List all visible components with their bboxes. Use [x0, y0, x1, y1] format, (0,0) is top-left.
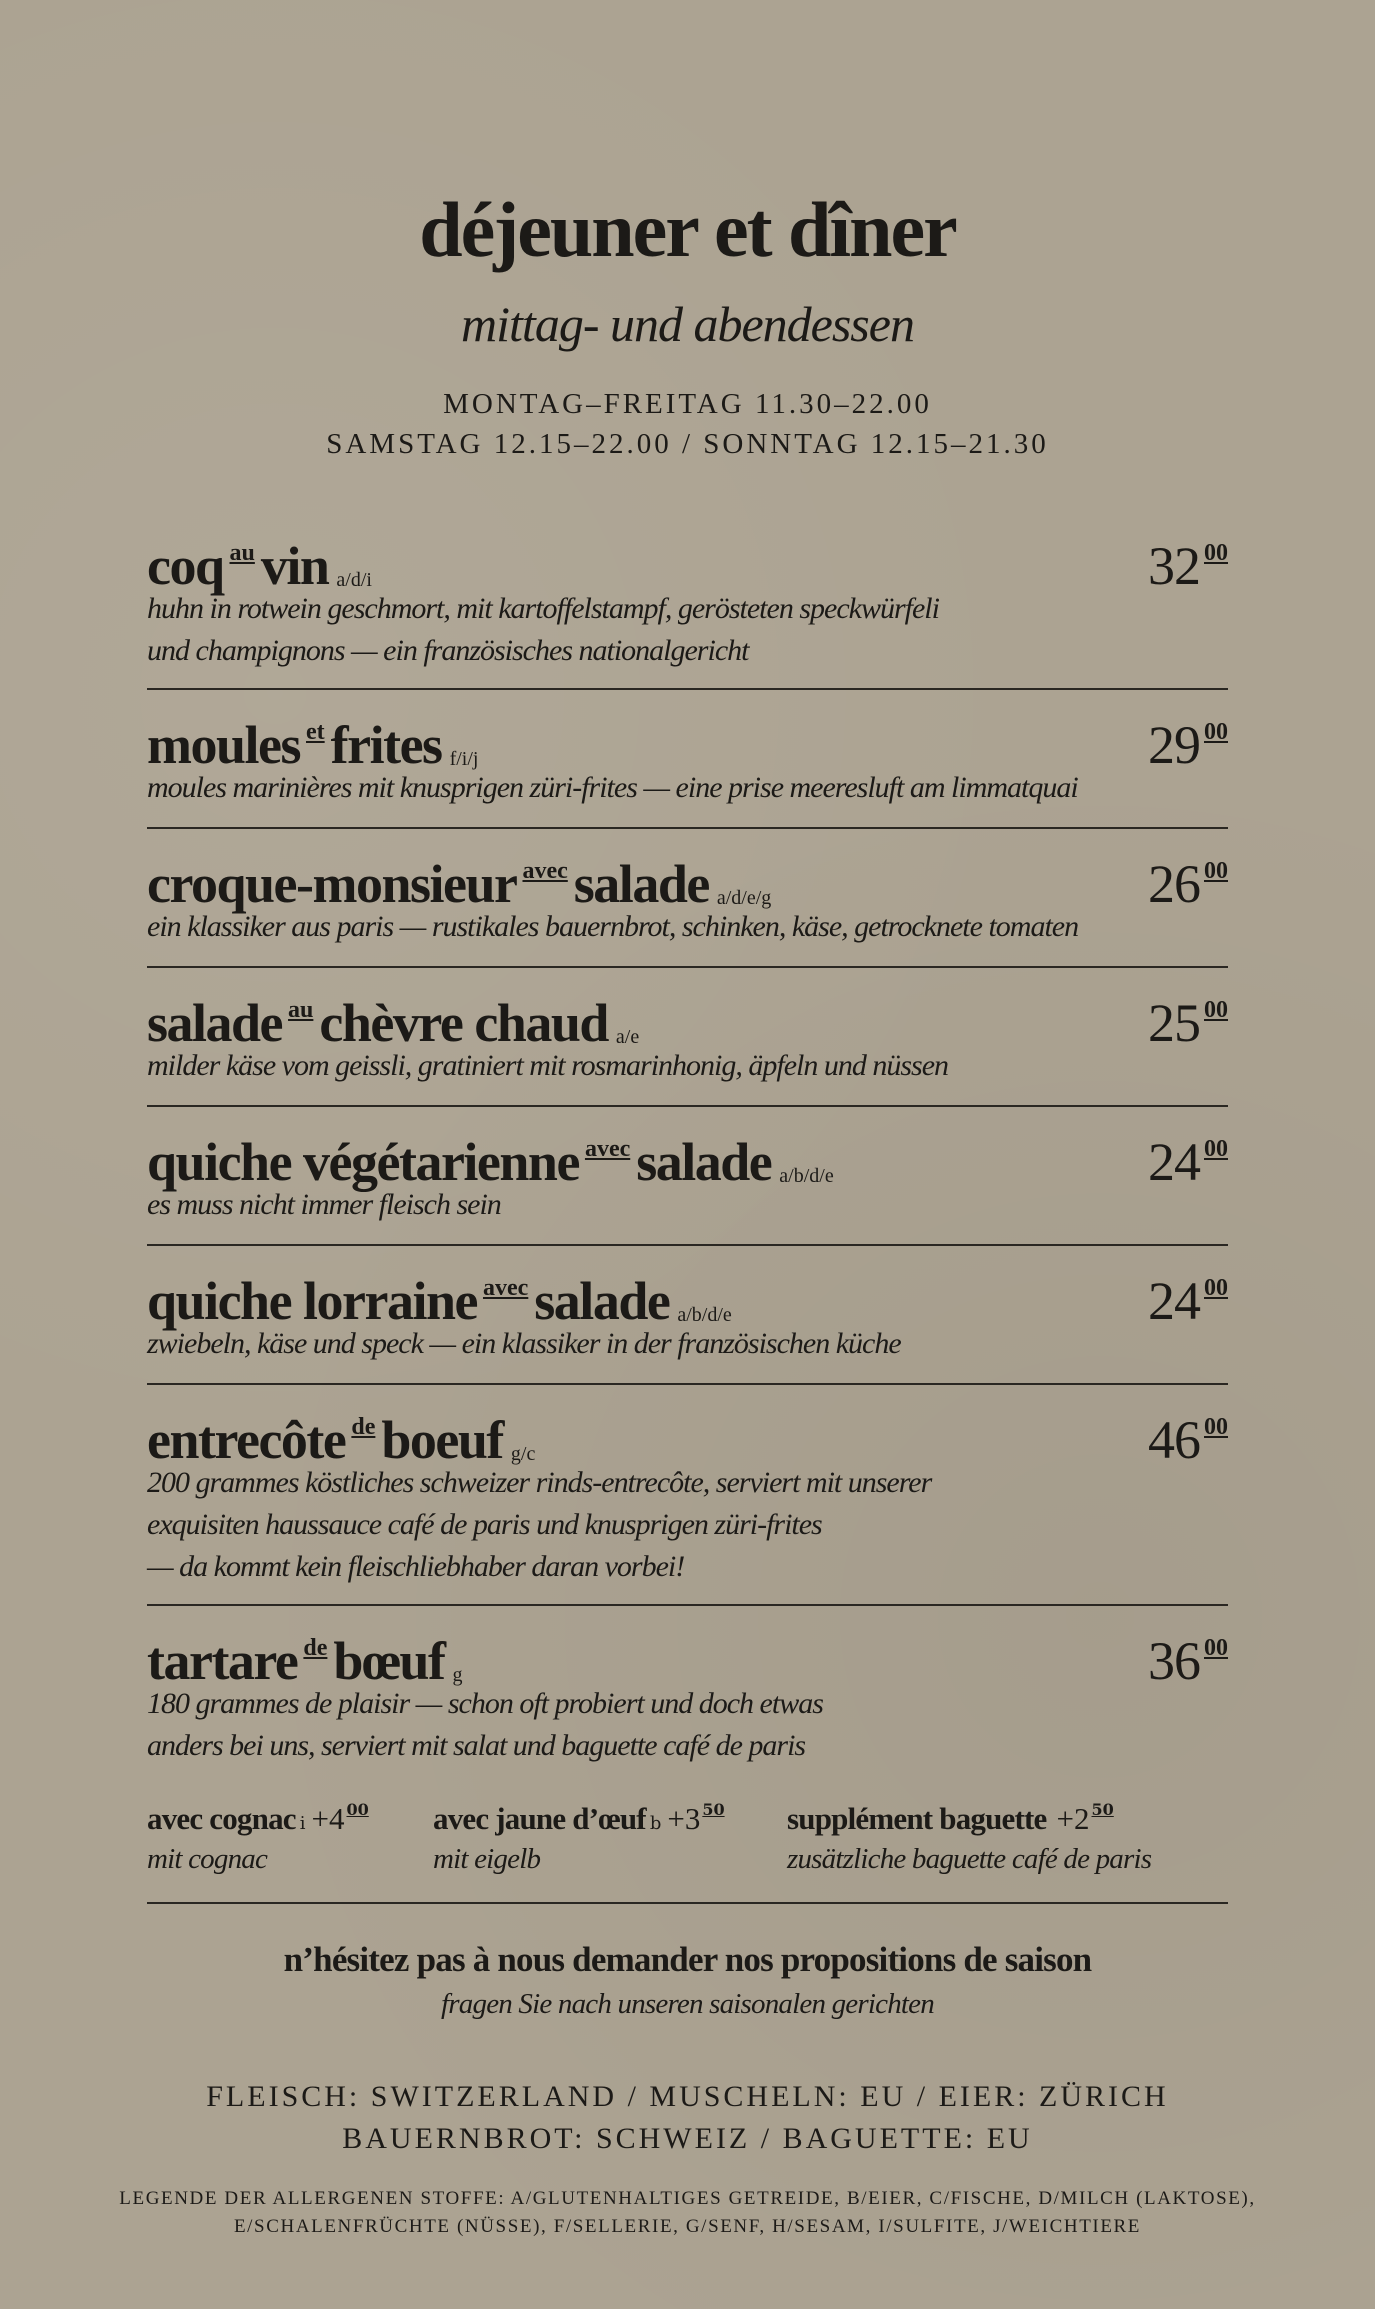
- divider: [147, 1105, 1228, 1107]
- dish-price: 24 $^{00}$: [1148, 1132, 1228, 1192]
- dish-connector: avec: [482, 1275, 529, 1301]
- dish-connector: au: [229, 540, 255, 566]
- allergen-codes: i: [299, 1813, 306, 1834]
- dish-name: moules $^{et}$ frites f/i/j: [147, 715, 479, 775]
- extra-name: avec jaune d’œuf: [433, 1801, 646, 1836]
- dish-price: 25 $^{00}$: [1148, 993, 1228, 1053]
- dish-price: 24 $^{00}$: [1148, 1271, 1228, 1331]
- seasonal-note-de: fragen Sie nach unseren saisonalen gerichten: [441, 1988, 934, 2020]
- menu-item: [147, 1253, 1228, 1365]
- dish-name: quiche végétarienne $^{avec}$ salade a/b/d/e: [147, 1132, 834, 1192]
- menu-item: [147, 518, 1228, 672]
- dish-price: 36 $^{00}$: [1148, 1631, 1228, 1691]
- dish-name: coq $^{au}$ vin a/d/i: [147, 536, 372, 596]
- allergen-codes: f/i/j: [449, 748, 479, 770]
- dish-price: 46 $^{00}$: [1148, 1410, 1228, 1470]
- extra-price: +4: [311, 1801, 345, 1836]
- dish-price: 26 $^{00}$: [1148, 854, 1228, 914]
- origin-info: FLEISCH: SWITZERLAND / MUSCHELN: EU / EIER: ZÜRICH: [206, 2080, 1169, 2113]
- allergen-codes: a/b/d/e: [779, 1165, 834, 1187]
- dish-name: salade $^{au}$ chèvre chaud a/e: [147, 993, 640, 1053]
- extra-price: +3: [667, 1801, 701, 1836]
- divider: [147, 1902, 1228, 1904]
- extra-description: mit cognac: [147, 1843, 268, 1875]
- menu-item: [147, 1392, 1228, 1588]
- allergen-codes: a/b/d/e: [677, 1304, 732, 1326]
- dish-description: 200 grammes köstliches schweizer rinds-entrecôte, serviert mit unserer exquisiten haussauce café de paris und knusprigen züri-frites — da kommt kein fleischliebhaber daran vorbei!: [147, 1466, 932, 1583]
- dish-connector: avec: [522, 858, 568, 884]
- allergen-codes: b: [649, 1813, 662, 1834]
- divider: [147, 966, 1228, 968]
- extra-item: supplément baguette +2 50 zusätzliche baguette café de paris: [787, 1800, 1152, 1875]
- opening-hours-weekdays: MONTAG–FREITAG 11.30–22.00: [443, 388, 932, 420]
- dish-name: croque-monsieur $^{avec}$ salade a/d/e/g: [147, 854, 772, 914]
- menu-item: [147, 1613, 1228, 1767]
- menu-item: [147, 697, 1228, 809]
- dish-connector: et: [306, 719, 325, 745]
- allergen-codes: g/c: [510, 1443, 536, 1465]
- dish-description: zwiebeln, käse und speck — ein klassiker in der französischen küche: [147, 1327, 901, 1360]
- divider: [147, 1383, 1228, 1385]
- divider: [147, 1244, 1228, 1246]
- dish-description: milder käse vom geissli, gratiniert mit rosmarinhonig, äpfeln und nüssen: [147, 1049, 949, 1082]
- opening-hours-weekend: SAMSTAG 12.15–22.00 / SONNTAG 12.15–21.30: [326, 428, 1049, 460]
- allergen-codes: a/d/i: [336, 569, 372, 591]
- extra-item: avec jaune d’œuf b +3 50 mit eigelb: [433, 1800, 725, 1875]
- menu-title: déjeuner et dîner: [419, 186, 956, 273]
- allergen-legend: LEGENDE DER ALLERGENEN STOFFE: A/GLUTENHALTIGES GETREIDE, B/EIER, C/FISCHE, D/MILCH (LAKTOSE),: [119, 2188, 1256, 2209]
- allergen-codes: g: [452, 1664, 463, 1686]
- extra-description: mit eigelb: [433, 1843, 541, 1875]
- dish-name: quiche lorraine $^{avec}$ salade a/b/d/e: [147, 1271, 732, 1331]
- origin-info: BAUERNBROT: SCHWEIZ / BAGUETTE: EU: [342, 2122, 1033, 2155]
- dish-description: huhn in rotwein geschmort, mit kartoffelstampf, gerösteten speckwürfeli und champignons — ein französisches nationalgericht: [147, 592, 939, 667]
- extra-description: zusätzliche baguette café de paris: [787, 1843, 1152, 1875]
- extra-name: avec cognac: [147, 1801, 296, 1836]
- extra-name: supplément baguette: [787, 1801, 1047, 1836]
- dish-description: 180 grammes de plaisir — schon oft probiert und doch etwas anders bei uns, serviert mit salat und baguette café de paris: [147, 1687, 823, 1762]
- allergen-codes: a/e: [615, 1026, 640, 1048]
- divider: [147, 1604, 1228, 1606]
- dish-price: 29 $^{00}$: [1148, 715, 1228, 775]
- dish-description: es muss nicht immer fleisch sein: [147, 1188, 501, 1221]
- dish-connector: au: [288, 997, 314, 1023]
- dish-connector: de: [303, 1635, 328, 1661]
- menu-item: [147, 1114, 1228, 1226]
- dish-name: tartare $^{de}$ bœuf g: [147, 1631, 463, 1691]
- menu-item: [147, 836, 1228, 948]
- dish-description: moules marinières mit knusprigen züri-frites — eine prise meeresluft am limmatquai: [147, 771, 1078, 804]
- extra-item: avec cognac i +4 00 mit cognac: [147, 1800, 369, 1875]
- divider: [147, 688, 1228, 690]
- dish-connector: de: [351, 1414, 376, 1440]
- dish-connector: avec: [584, 1136, 631, 1162]
- extras-row: [147, 1800, 1228, 1890]
- dish-name: entrecôte $^{de}$ boeuf g/c: [147, 1410, 536, 1470]
- extra-price: +2: [1056, 1801, 1090, 1836]
- dish-price: 32 $^{00}$: [1148, 536, 1228, 596]
- allergen-codes: a/d/e/g: [716, 887, 772, 909]
- allergen-legend: E/SCHALENFRÜCHTE (NÜSSE), F/SELLERIE, G/SENF, H/SESAM, I/SULFITE, J/WEICHTIERE: [233, 2216, 1142, 2237]
- dish-description: ein klassiker aus paris — rustikales bauernbrot, schinken, käse, getrocknete tomaten: [147, 910, 1079, 943]
- seasonal-note-fr: n’hésitez pas à nous demander nos propositions de saison: [283, 1940, 1092, 1979]
- menu-item: [147, 975, 1228, 1087]
- menu-subtitle: mittag- und abendessen: [461, 296, 914, 352]
- divider: [147, 827, 1228, 829]
